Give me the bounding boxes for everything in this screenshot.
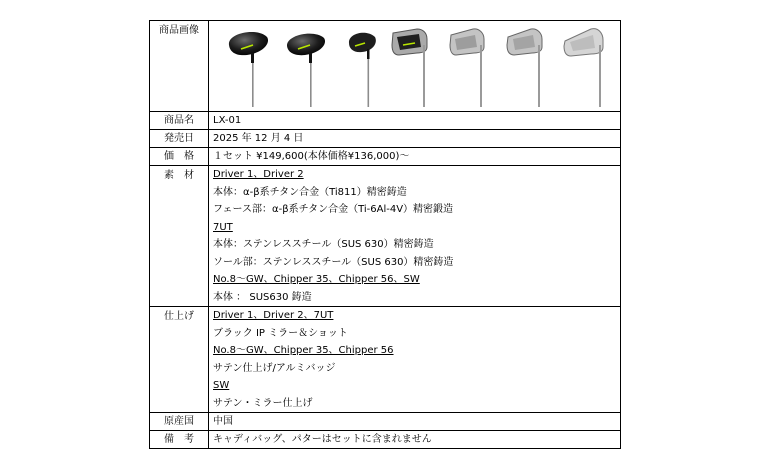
- finish-heading-woods: Driver 1、Driver 2、7UT: [213, 310, 334, 321]
- driver-icon: [223, 27, 273, 107]
- value-notes: キャディバッグ、パターはセットに含まれません: [209, 431, 621, 449]
- row-finish: [150, 307, 621, 413]
- iron-icon: [389, 27, 433, 107]
- value-release-date: 2025 年 12 月 4 日: [209, 130, 621, 148]
- utility-icon: [345, 27, 381, 107]
- finish-line: サテン・ミラー仕上げ: [213, 397, 313, 409]
- material-line: 本体：ステンレススチール（SUS 630）精密鋳造: [213, 239, 434, 250]
- wedge-icon: [563, 27, 609, 107]
- label-product-image: 商品画像: [150, 21, 209, 112]
- row-material: [150, 166, 621, 307]
- finish-heading-sw: SW: [213, 380, 230, 391]
- iron-icon: [447, 27, 491, 107]
- row-product-name: [150, 112, 621, 130]
- material-heading-drivers: Driver 1、Driver 2: [213, 169, 304, 180]
- material-line: フェース部：α-β系チタン合金（Ti-6Al-4V）精密鍛造: [213, 204, 454, 215]
- value-finish: [209, 307, 621, 413]
- material-line: ソール部：ステンレススチール（SUS 630）精密鋳造: [213, 256, 454, 268]
- label-notes: 備 考: [150, 431, 209, 449]
- row-product-image: [150, 21, 621, 112]
- value-origin: 中国: [209, 413, 621, 431]
- label-product-name: 商品名: [150, 112, 209, 130]
- finish-line: サテン仕上げ/アルミバッジ: [213, 362, 336, 374]
- value-product-name: LX-01: [209, 112, 621, 130]
- label-release-date: 発売日: [150, 130, 209, 148]
- product-spec-table: [149, 20, 621, 449]
- material-line: 本体 ： SUS630 鋳造: [213, 291, 312, 303]
- finish-heading-irons: No.8～GW、Chipper 35、Chipper 56: [213, 345, 394, 356]
- row-notes: [150, 431, 621, 449]
- club-images: [213, 21, 616, 111]
- label-material: 素 材: [150, 166, 209, 307]
- finish-line: ブラック IP ミラー＆ショット: [213, 327, 348, 339]
- product-image-cell: [209, 21, 621, 112]
- label-price: 価 格: [150, 148, 209, 166]
- value-price: １セット ¥149,600(本体価格¥136,000)～: [209, 148, 621, 166]
- driver-icon: [281, 27, 331, 107]
- label-origin: 原産国: [150, 413, 209, 431]
- material-heading-utility: 7UT: [213, 221, 233, 233]
- row-release-date: [150, 130, 621, 148]
- row-origin: [150, 413, 621, 431]
- material-heading-irons: No.8～GW、Chipper 35、Chipper 56、SW: [213, 274, 420, 285]
- row-price: [150, 148, 621, 166]
- value-material: [209, 166, 621, 307]
- label-finish: 仕上げ: [150, 307, 209, 413]
- material-line: 本体：α-β系チタン合金（Ti811）精密鋳造: [213, 186, 407, 198]
- chipper-icon: [505, 27, 549, 107]
